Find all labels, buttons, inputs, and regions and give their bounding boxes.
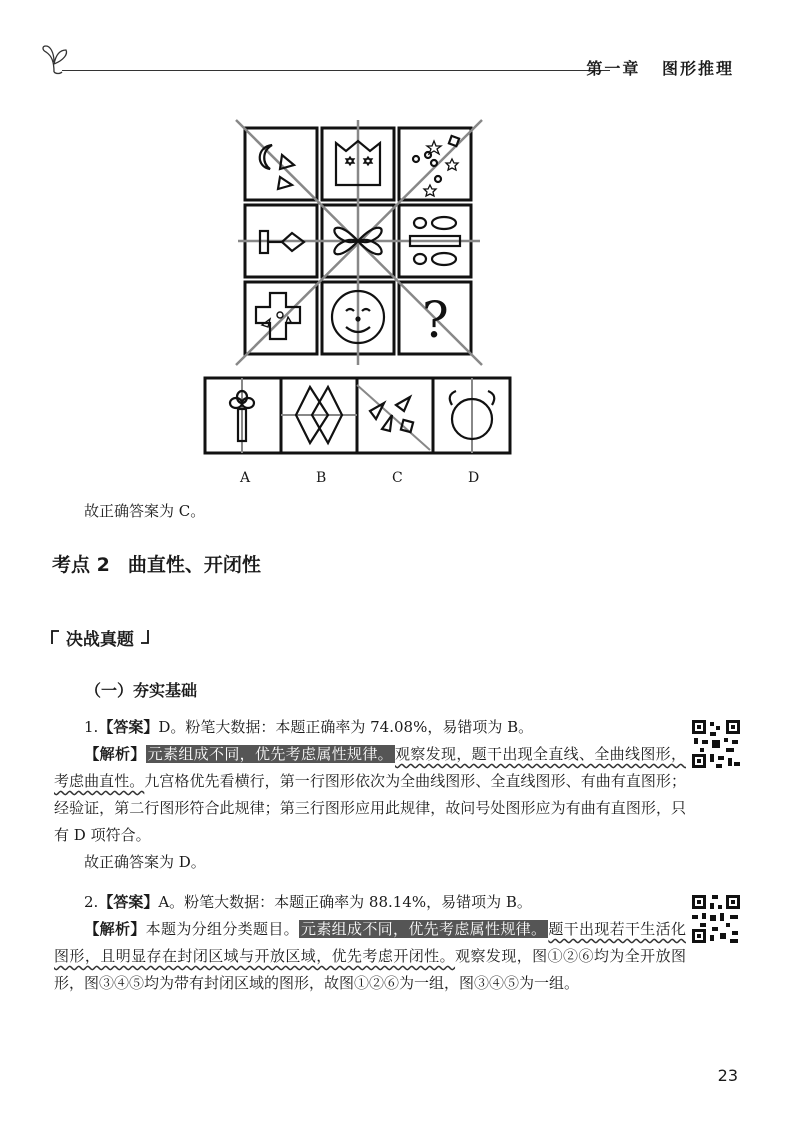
q1-conclusion <box>54 849 686 876</box>
chapter-name: 图形推理 <box>661 59 734 78</box>
q1-conclusion-text: 故正确答案为 D。 <box>84 853 206 871</box>
q1-highlight: 元素组成不同，优先考虑属性规律。 <box>147 745 393 763</box>
q2-wavy: 题干出现若干生活化图形，且明显存在封闭区域与开放区域，优先考虑开闭性。 <box>54 920 686 965</box>
q2-block <box>54 889 686 997</box>
section-number: 考点 2 <box>52 554 110 576</box>
q1-rest: 九宫格优先看横行，第一行图形依次为全曲线图形、全直线图形、有曲有直图形；经验证，第二行图形符合此规律；第三行图形应用此规律，故问号处图形应为有曲有直图形，只有 D 项符合。 <box>54 772 686 844</box>
conclusion-1: 故正确答案为 C。 <box>84 502 206 520</box>
q2-rest: 观察发现，图①②⑥均为全开放图形，图③④⑤均为带有封闭区域的图形，故图①②⑥为一组，图③④⑤为一组。 <box>54 947 686 992</box>
option-label-a: A <box>240 470 251 486</box>
q1-number: 1. <box>84 718 99 736</box>
q1-answer <box>54 714 686 741</box>
subsection-title: （一）夯实基础 <box>85 681 198 700</box>
section-name: 曲直性、开闭性 <box>127 554 261 576</box>
question-mark: ? <box>422 291 449 349</box>
page-header <box>40 40 760 80</box>
section-title <box>52 550 261 577</box>
q2-answer-label: 【答案】 <box>98 893 159 911</box>
q2-lead: 本题为分组分类题目。 <box>145 920 299 938</box>
q1-analysis-label: 【解析】 <box>84 745 146 763</box>
q1-wavy: 观察发现，题干出现全直线、全曲线图形，考虑曲直性。 <box>54 745 686 790</box>
bracket-right-icon <box>140 629 150 645</box>
q1-answer-label: 【答案】 <box>98 718 159 736</box>
q1-block <box>54 714 686 876</box>
box-title <box>50 625 150 650</box>
option-label-d: D <box>468 470 480 486</box>
page-number: 23 <box>717 1066 738 1085</box>
header-rule <box>62 70 610 71</box>
q1-analysis <box>54 741 686 849</box>
option-label-b: B <box>316 470 327 486</box>
q2-number: 2. <box>84 893 99 911</box>
q2-analysis <box>54 916 686 997</box>
puzzle-figure <box>200 115 560 465</box>
qr-code-icon <box>690 718 742 770</box>
bracket-left-icon <box>50 629 60 645</box>
qr-code-icon <box>690 893 742 945</box>
chapter-title <box>586 56 734 79</box>
q2-highlight: 元素组成不同，优先考虑属性规律。 <box>301 920 547 938</box>
q2-answer <box>54 889 686 916</box>
box-title-text: 决战真题 <box>65 630 134 650</box>
chapter-number: 第一章 <box>586 59 641 78</box>
q2-analysis-label: 【解析】 <box>84 920 146 938</box>
q2-answer-text: A。粉笔大数据：本题正确率为 88.14%，易错项为 B。 <box>158 893 532 911</box>
option-label-c: C <box>392 470 403 486</box>
q1-answer-text: D。粉笔大数据：本题正确率为 74.08%，易错项为 B。 <box>158 718 534 736</box>
